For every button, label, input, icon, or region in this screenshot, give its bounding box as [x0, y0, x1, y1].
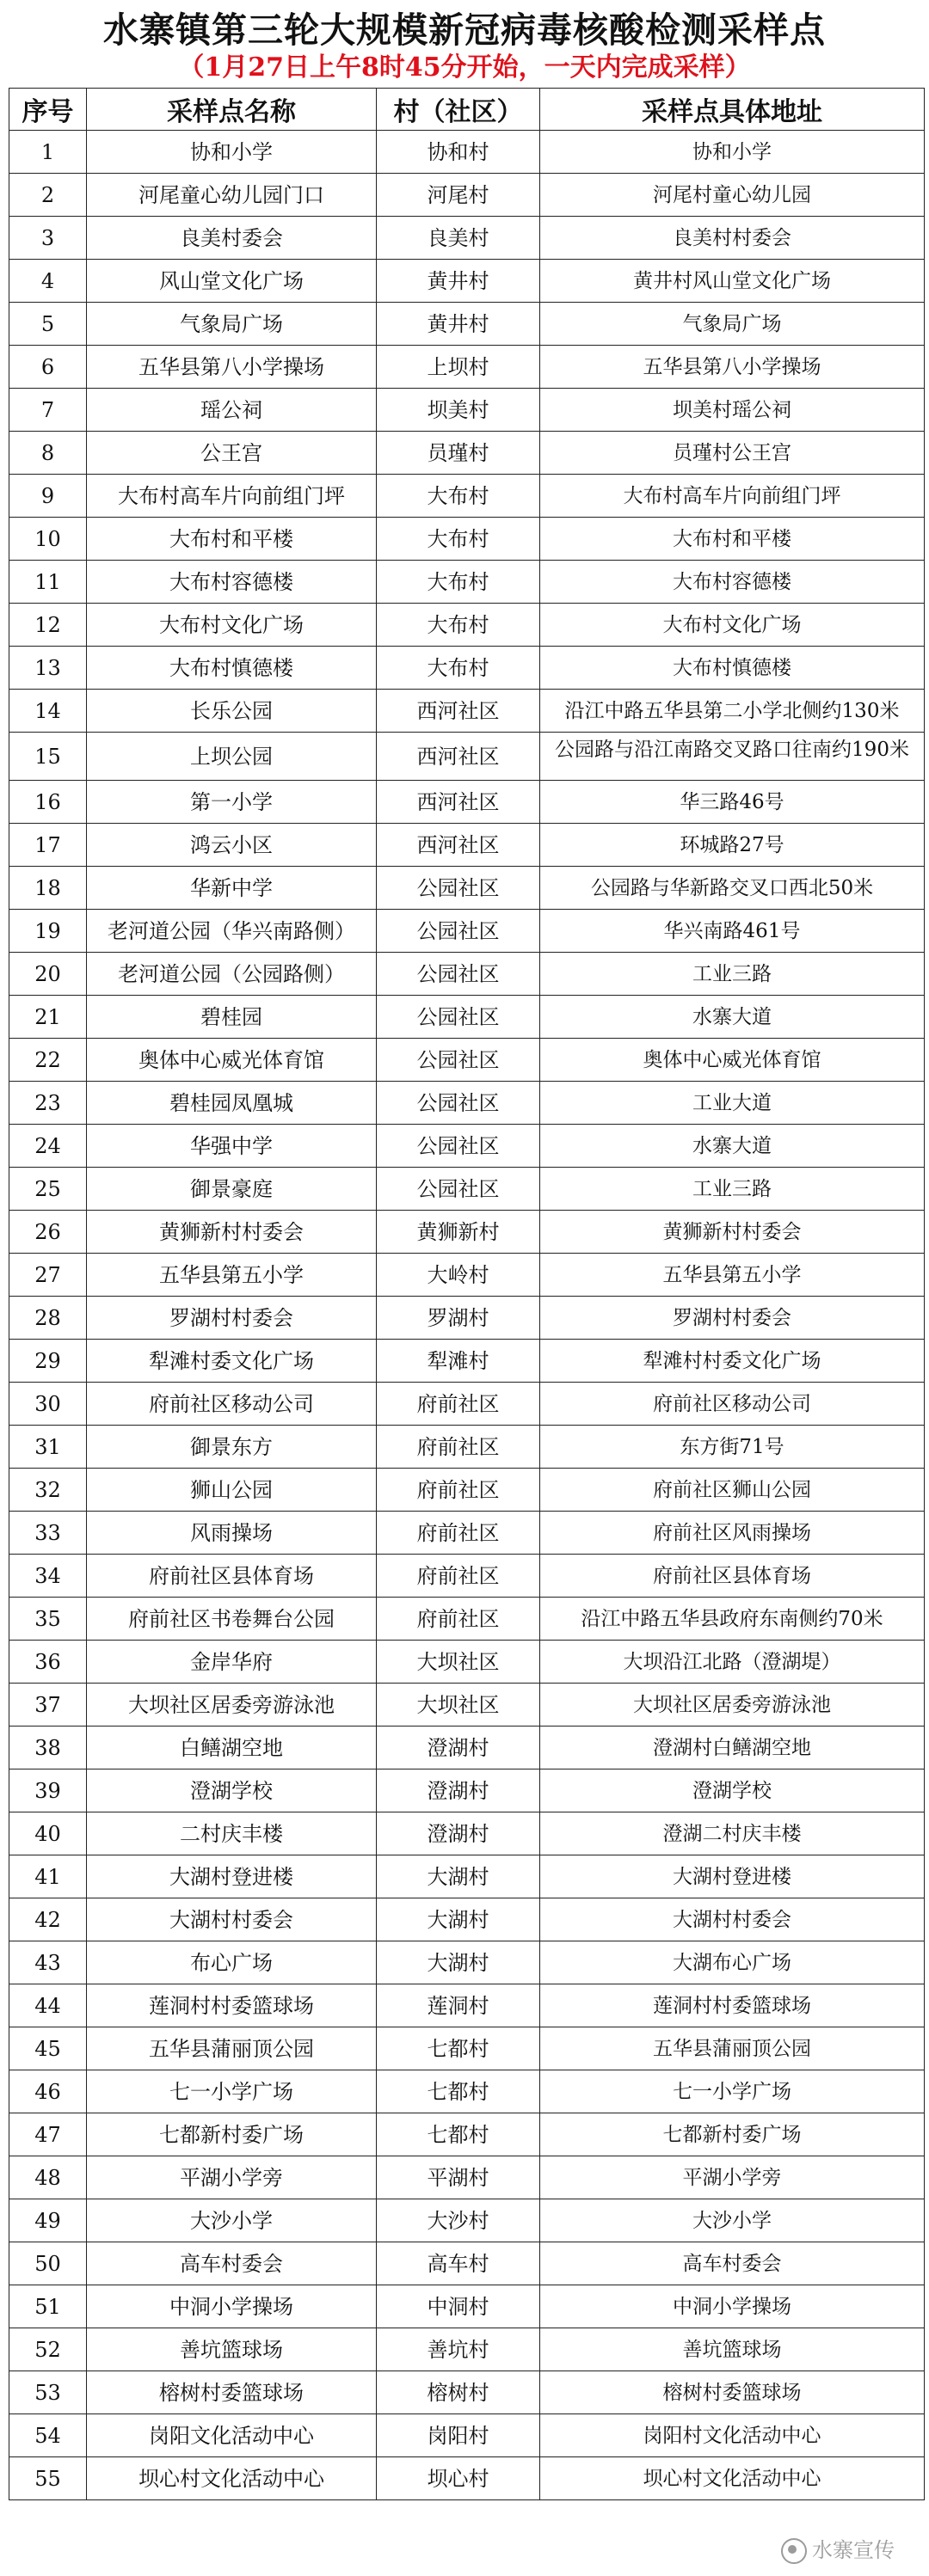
page-title: 水寨镇第三轮大规模新冠病毒核酸检测采样点 — [103, 9, 826, 51]
table-row — [9, 2457, 925, 2500]
cell-site-name: 狮山公园 — [87, 1469, 377, 1512]
cell-site-name: 五华县第八小学操场 — [87, 346, 377, 389]
cell-village: 大布村 — [377, 647, 540, 690]
cell-index: 27 — [9, 1254, 87, 1297]
cell-address: 五华县第五小学 — [540, 1254, 925, 1297]
cell-address: 澄湖学校 — [540, 1769, 925, 1812]
table-row — [9, 1984, 925, 2027]
table-row — [9, 1855, 925, 1898]
cell-index: 20 — [9, 953, 87, 996]
cell-address: 大沙小学 — [540, 2199, 925, 2242]
table-row — [9, 1941, 925, 1984]
cell-index: 16 — [9, 781, 87, 824]
cell-site-name: 榕树村委篮球场 — [87, 2371, 377, 2414]
cell-site-name: 瑶公祠 — [87, 389, 377, 432]
table-row — [9, 1383, 925, 1426]
table-row — [9, 1125, 925, 1168]
cell-address: 公园路与沿江南路交叉路口往南约190米 — [540, 733, 925, 781]
cell-site-name: 布心广场 — [87, 1941, 377, 1984]
cell-index: 1 — [9, 131, 87, 174]
cell-village: 榕树村 — [377, 2371, 540, 2414]
cell-village: 大湖村 — [377, 1855, 540, 1898]
table-row — [9, 174, 925, 217]
table-row — [9, 217, 925, 260]
table-row — [9, 953, 925, 996]
cell-address: 大布村文化广场 — [540, 604, 925, 647]
cell-village: 上坝村 — [377, 346, 540, 389]
cell-address: 府前社区狮山公园 — [540, 1469, 925, 1512]
cell-index: 8 — [9, 432, 87, 475]
cell-address: 工业三路 — [540, 1168, 925, 1211]
cell-address: 工业三路 — [540, 953, 925, 996]
cell-address: 大湖村村委会 — [540, 1898, 925, 1941]
table-row — [9, 2199, 925, 2242]
table-row — [9, 2070, 925, 2113]
cell-index: 54 — [9, 2414, 87, 2457]
cell-site-name: 府前社区县体育场 — [87, 1555, 377, 1598]
cell-village: 澄湖村 — [377, 1769, 540, 1812]
cell-address: 府前社区风雨操场 — [540, 1512, 925, 1555]
cell-site-name: 老河道公园（华兴南路侧） — [87, 910, 377, 953]
cell-site-name: 平湖小学旁 — [87, 2156, 377, 2199]
cell-index: 19 — [9, 910, 87, 953]
header-village: 村（社区） — [377, 89, 540, 131]
cell-village: 员瑾村 — [377, 432, 540, 475]
cell-index: 26 — [9, 1211, 87, 1254]
table-row — [9, 1555, 925, 1598]
cell-address: 水寨大道 — [540, 996, 925, 1039]
table-row — [9, 604, 925, 647]
table-row — [9, 389, 925, 432]
table-row — [9, 690, 925, 733]
cell-index: 44 — [9, 1984, 87, 2027]
cell-index: 40 — [9, 1812, 87, 1855]
cell-index: 55 — [9, 2457, 87, 2500]
table-row — [9, 1039, 925, 1082]
cell-site-name: 御景豪庭 — [87, 1168, 377, 1211]
table-row — [9, 996, 925, 1039]
cell-site-name: 大布村容德楼 — [87, 561, 377, 604]
cell-index: 52 — [9, 2328, 87, 2371]
table-row — [9, 260, 925, 303]
cell-address: 环城路27号 — [540, 824, 925, 867]
wechat-icon — [781, 2538, 807, 2564]
cell-index: 53 — [9, 2371, 87, 2414]
cell-index: 12 — [9, 604, 87, 647]
cell-village: 公园社区 — [377, 953, 540, 996]
cell-index: 2 — [9, 174, 87, 217]
cell-village: 平湖村 — [377, 2156, 540, 2199]
cell-address: 气象局广场 — [540, 303, 925, 346]
cell-site-name: 气象局广场 — [87, 303, 377, 346]
cell-index: 10 — [9, 518, 87, 561]
cell-site-name: 华强中学 — [87, 1125, 377, 1168]
cell-site-name: 犁滩村委文化广场 — [87, 1340, 377, 1383]
cell-village: 犁滩村 — [377, 1340, 540, 1383]
cell-address: 东方街71号 — [540, 1426, 925, 1469]
table-row — [9, 733, 925, 781]
cell-site-name: 碧桂园凤凰城 — [87, 1082, 377, 1125]
cell-index: 7 — [9, 389, 87, 432]
cell-address: 大布村慎德楼 — [540, 647, 925, 690]
cell-site-name: 二村庆丰楼 — [87, 1812, 377, 1855]
cell-village: 府前社区 — [377, 1469, 540, 1512]
cell-address: 黄狮新村村委会 — [540, 1211, 925, 1254]
cell-index: 14 — [9, 690, 87, 733]
cell-address: 大坝社区居委旁游泳池 — [540, 1684, 925, 1727]
cell-index: 42 — [9, 1898, 87, 1941]
cell-address: 莲洞村村委篮球场 — [540, 1984, 925, 2027]
cell-village: 中洞村 — [377, 2285, 540, 2328]
cell-village: 坝美村 — [377, 389, 540, 432]
cell-address: 沿江中路五华县第二小学北侧约130米 — [540, 690, 925, 733]
cell-site-name: 坝心村文化活动中心 — [87, 2457, 377, 2500]
cell-address: 七都新村委广场 — [540, 2113, 925, 2156]
cell-index: 6 — [9, 346, 87, 389]
table-row — [9, 131, 925, 174]
cell-site-name: 大布村文化广场 — [87, 604, 377, 647]
cell-index: 9 — [9, 475, 87, 518]
table-row — [9, 2414, 925, 2457]
cell-site-name: 大坝社区居委旁游泳池 — [87, 1684, 377, 1727]
table-row — [9, 1512, 925, 1555]
cell-site-name: 大布村慎德楼 — [87, 647, 377, 690]
cell-village: 公园社区 — [377, 1125, 540, 1168]
cell-address: 黄井村风山堂文化广场 — [540, 260, 925, 303]
cell-index: 32 — [9, 1469, 87, 1512]
cell-address: 华兴南路461号 — [540, 910, 925, 953]
cell-index: 21 — [9, 996, 87, 1039]
cell-village: 七都村 — [377, 2027, 540, 2070]
cell-village: 大布村 — [377, 475, 540, 518]
table-row — [9, 1340, 925, 1383]
cell-village: 七都村 — [377, 2113, 540, 2156]
cell-site-name: 善坑篮球场 — [87, 2328, 377, 2371]
cell-site-name: 金岸华府 — [87, 1641, 377, 1684]
cell-site-name: 鸿云小区 — [87, 824, 377, 867]
cell-address: 员瑾村公王宫 — [540, 432, 925, 475]
cell-address: 平湖小学旁 — [540, 2156, 925, 2199]
table-row — [9, 1727, 925, 1769]
cell-site-name: 奥体中心威光体育馆 — [87, 1039, 377, 1082]
cell-address: 华三路46号 — [540, 781, 925, 824]
cell-index: 22 — [9, 1039, 87, 1082]
cell-address: 大布村容德楼 — [540, 561, 925, 604]
sampling-sites-table — [9, 88, 925, 2500]
table-row — [9, 824, 925, 867]
table-row — [9, 2242, 925, 2285]
cell-village: 府前社区 — [377, 1555, 540, 1598]
cell-site-name: 协和小学 — [87, 131, 377, 174]
cell-site-name: 长乐公园 — [87, 690, 377, 733]
cell-address: 大湖村登进楼 — [540, 1855, 925, 1898]
cell-site-name: 府前社区移动公司 — [87, 1383, 377, 1426]
cell-index: 30 — [9, 1383, 87, 1426]
cell-village: 黄狮新村 — [377, 1211, 540, 1254]
cell-village: 黄井村 — [377, 303, 540, 346]
watermark — [781, 2533, 895, 2564]
cell-address: 坝美村瑶公祠 — [540, 389, 925, 432]
cell-address: 大布村高车片向前组门坪 — [540, 475, 925, 518]
cell-index: 33 — [9, 1512, 87, 1555]
cell-village: 府前社区 — [377, 1512, 540, 1555]
cell-site-name: 莲洞村村委篮球场 — [87, 1984, 377, 2027]
cell-village: 大沙村 — [377, 2199, 540, 2242]
cell-site-name: 大沙小学 — [87, 2199, 377, 2242]
cell-village: 大湖村 — [377, 1941, 540, 1984]
cell-village: 七都村 — [377, 2070, 540, 2113]
cell-address: 府前社区移动公司 — [540, 1383, 925, 1426]
cell-index: 29 — [9, 1340, 87, 1383]
cell-address: 澄湖村白鳝湖空地 — [540, 1727, 925, 1769]
cell-village: 大布村 — [377, 604, 540, 647]
cell-village: 公园社区 — [377, 910, 540, 953]
table-row — [9, 346, 925, 389]
cell-index: 25 — [9, 1168, 87, 1211]
cell-address: 澄湖二村庆丰楼 — [540, 1812, 925, 1855]
cell-site-name: 河尾童心幼儿园门口 — [87, 174, 377, 217]
cell-site-name: 白鳝湖空地 — [87, 1727, 377, 1769]
cell-village: 府前社区 — [377, 1426, 540, 1469]
cell-site-name: 大布村高车片向前组门坪 — [87, 475, 377, 518]
cell-village: 公园社区 — [377, 1168, 540, 1211]
cell-address: 大布村和平楼 — [540, 518, 925, 561]
cell-village: 府前社区 — [377, 1383, 540, 1426]
cell-village: 大湖村 — [377, 1898, 540, 1941]
cell-address: 河尾村童心幼儿园 — [540, 174, 925, 217]
table-row — [9, 910, 925, 953]
cell-village: 善坑村 — [377, 2328, 540, 2371]
cell-index: 50 — [9, 2242, 87, 2285]
cell-village: 大坝社区 — [377, 1641, 540, 1684]
table-row — [9, 2027, 925, 2070]
cell-address: 七一小学广场 — [540, 2070, 925, 2113]
cell-address: 罗湖村村委会 — [540, 1297, 925, 1340]
cell-site-name: 公王宫 — [87, 432, 377, 475]
cell-index: 45 — [9, 2027, 87, 2070]
table-row — [9, 1812, 925, 1855]
table-row — [9, 867, 925, 910]
cell-site-name: 五华县蒲丽顶公园 — [87, 2027, 377, 2070]
cell-index: 38 — [9, 1727, 87, 1769]
table-row — [9, 561, 925, 604]
table-row — [9, 1898, 925, 1941]
table-row — [9, 1641, 925, 1684]
cell-village: 西河社区 — [377, 690, 540, 733]
cell-address: 大坝沿江北路（澄湖堤） — [540, 1641, 925, 1684]
cell-index: 3 — [9, 217, 87, 260]
cell-index: 15 — [9, 733, 87, 781]
table-row — [9, 1211, 925, 1254]
cell-index: 34 — [9, 1555, 87, 1598]
table-row — [9, 1684, 925, 1727]
table-row — [9, 1769, 925, 1812]
cell-address: 榕树村委篮球场 — [540, 2371, 925, 2414]
table-row — [9, 647, 925, 690]
page-subtitle: （1月27日上午8时45分开始，一天内完成采样） — [178, 52, 751, 83]
cell-index: 31 — [9, 1426, 87, 1469]
cell-village: 高车村 — [377, 2242, 540, 2285]
cell-index: 5 — [9, 303, 87, 346]
table-header-row — [9, 89, 925, 131]
cell-address: 良美村村委会 — [540, 217, 925, 260]
cell-site-name: 七都新村委广场 — [87, 2113, 377, 2156]
cell-site-name: 上坝公园 — [87, 733, 377, 781]
header-index: 序号 — [9, 89, 87, 131]
cell-site-name: 大布村和平楼 — [87, 518, 377, 561]
table-row — [9, 518, 925, 561]
cell-address: 协和小学 — [540, 131, 925, 174]
cell-village: 府前社区 — [377, 1598, 540, 1641]
table-row — [9, 781, 925, 824]
cell-site-name: 高车村委会 — [87, 2242, 377, 2285]
cell-site-name: 府前社区书卷舞台公园 — [87, 1598, 377, 1641]
table-row — [9, 303, 925, 346]
cell-index: 28 — [9, 1297, 87, 1340]
table-row — [9, 2285, 925, 2328]
cell-site-name: 岗阳文化活动中心 — [87, 2414, 377, 2457]
cell-site-name: 澄湖学校 — [87, 1769, 377, 1812]
cell-address: 犁滩村村委文化广场 — [540, 1340, 925, 1383]
cell-index: 11 — [9, 561, 87, 604]
cell-index: 37 — [9, 1684, 87, 1727]
cell-index: 46 — [9, 2070, 87, 2113]
cell-index: 51 — [9, 2285, 87, 2328]
cell-village: 大坝社区 — [377, 1684, 540, 1727]
cell-village: 西河社区 — [377, 781, 540, 824]
table-row — [9, 475, 925, 518]
cell-address: 岗阳村文化活动中心 — [540, 2414, 925, 2457]
table-body — [9, 131, 925, 2500]
cell-village: 公园社区 — [377, 1039, 540, 1082]
cell-village: 坝心村 — [377, 2457, 540, 2500]
cell-site-name: 御景东方 — [87, 1426, 377, 1469]
cell-address: 中洞小学操场 — [540, 2285, 925, 2328]
table-row — [9, 432, 925, 475]
table-row — [9, 1168, 925, 1211]
cell-village: 公园社区 — [377, 1082, 540, 1125]
cell-index: 48 — [9, 2156, 87, 2199]
cell-address: 大湖布心广场 — [540, 1941, 925, 1984]
cell-village: 大布村 — [377, 561, 540, 604]
cell-site-name: 老河道公园（公园路侧） — [87, 953, 377, 996]
cell-village: 莲洞村 — [377, 1984, 540, 2027]
cell-address: 五华县第八小学操场 — [540, 346, 925, 389]
cell-village: 公园社区 — [377, 996, 540, 1039]
cell-site-name: 大湖村登进楼 — [87, 1855, 377, 1898]
cell-address: 高车村委会 — [540, 2242, 925, 2285]
header-site-name: 采样点名称 — [87, 89, 377, 131]
cell-index: 23 — [9, 1082, 87, 1125]
cell-site-name: 五华县第五小学 — [87, 1254, 377, 1297]
table-row — [9, 1426, 925, 1469]
cell-address: 沿江中路五华县政府东南侧约70米 — [540, 1598, 925, 1641]
cell-village: 大岭村 — [377, 1254, 540, 1297]
table-row — [9, 2113, 925, 2156]
cell-index: 43 — [9, 1941, 87, 1984]
table-row — [9, 2328, 925, 2371]
cell-site-name: 中洞小学操场 — [87, 2285, 377, 2328]
table-row — [9, 1254, 925, 1297]
cell-address: 坝心村文化活动中心 — [540, 2457, 925, 2500]
cell-site-name: 七一小学广场 — [87, 2070, 377, 2113]
cell-address: 工业大道 — [540, 1082, 925, 1125]
table-row — [9, 1469, 925, 1512]
table-row — [9, 1297, 925, 1340]
cell-index: 17 — [9, 824, 87, 867]
cell-site-name: 第一小学 — [87, 781, 377, 824]
cell-village: 西河社区 — [377, 824, 540, 867]
cell-site-name: 风山堂文化广场 — [87, 260, 377, 303]
cell-village: 澄湖村 — [377, 1727, 540, 1769]
cell-site-name: 罗湖村村委会 — [87, 1297, 377, 1340]
header-address: 采样点具体地址 — [540, 89, 925, 131]
cell-index: 4 — [9, 260, 87, 303]
cell-index: 47 — [9, 2113, 87, 2156]
cell-site-name: 碧桂园 — [87, 996, 377, 1039]
cell-village: 大布村 — [377, 518, 540, 561]
cell-village: 公园社区 — [377, 867, 540, 910]
cell-address: 奥体中心威光体育馆 — [540, 1039, 925, 1082]
cell-address: 水寨大道 — [540, 1125, 925, 1168]
cell-village: 岗阳村 — [377, 2414, 540, 2457]
cell-village: 澄湖村 — [377, 1812, 540, 1855]
cell-index: 41 — [9, 1855, 87, 1898]
cell-village: 黄井村 — [377, 260, 540, 303]
table-row — [9, 2371, 925, 2414]
cell-index: 18 — [9, 867, 87, 910]
cell-site-name: 良美村委会 — [87, 217, 377, 260]
cell-village: 西河社区 — [377, 733, 540, 781]
cell-address: 公园路与华新路交叉口西北50米 — [540, 867, 925, 910]
cell-village: 河尾村 — [377, 174, 540, 217]
cell-site-name: 华新中学 — [87, 867, 377, 910]
table-row — [9, 1082, 925, 1125]
cell-index: 49 — [9, 2199, 87, 2242]
cell-site-name: 风雨操场 — [87, 1512, 377, 1555]
cell-village: 良美村 — [377, 217, 540, 260]
cell-site-name: 大湖村村委会 — [87, 1898, 377, 1941]
cell-site-name: 黄狮新村村委会 — [87, 1211, 377, 1254]
cell-index: 24 — [9, 1125, 87, 1168]
table-row — [9, 1598, 925, 1641]
table-row — [9, 2156, 925, 2199]
cell-village: 罗湖村 — [377, 1297, 540, 1340]
cell-index: 39 — [9, 1769, 87, 1812]
cell-village: 协和村 — [377, 131, 540, 174]
cell-index: 35 — [9, 1598, 87, 1641]
cell-index: 36 — [9, 1641, 87, 1684]
watermark-text: 水寨宣传 — [812, 2538, 895, 2562]
cell-address: 五华县蒲丽顶公园 — [540, 2027, 925, 2070]
cell-address: 府前社区县体育场 — [540, 1555, 925, 1598]
cell-address: 善坑篮球场 — [540, 2328, 925, 2371]
cell-index: 13 — [9, 647, 87, 690]
